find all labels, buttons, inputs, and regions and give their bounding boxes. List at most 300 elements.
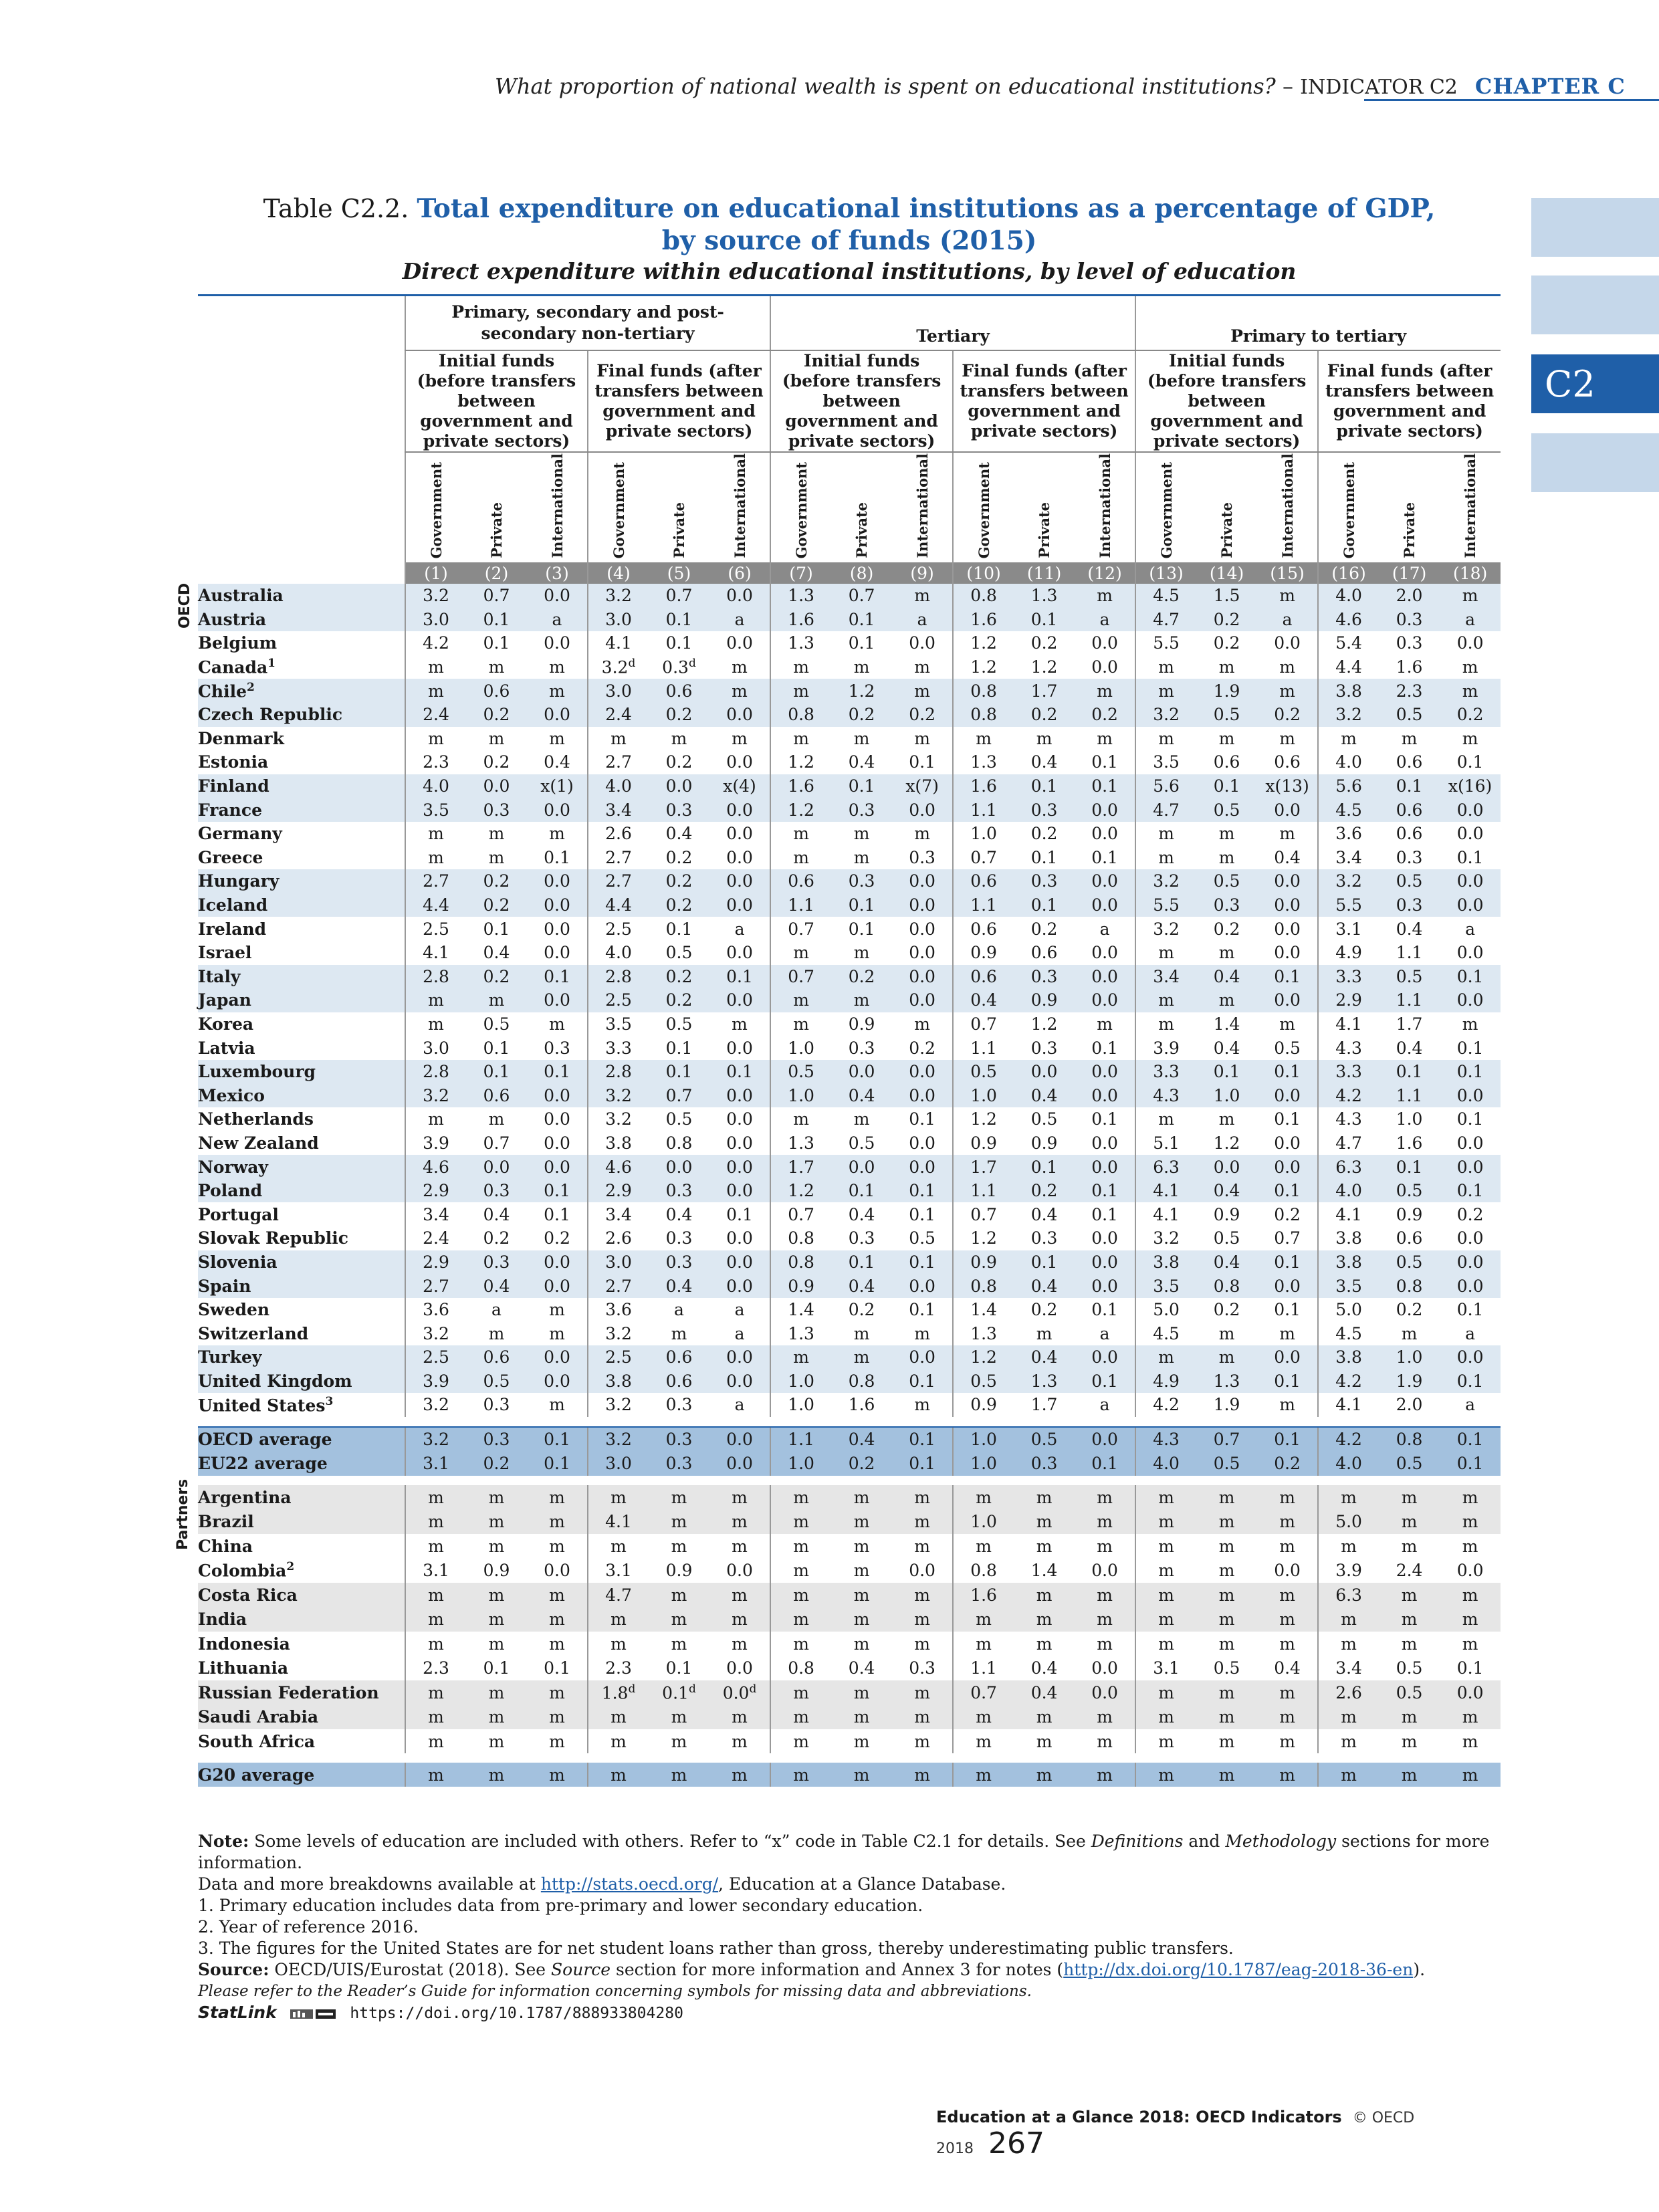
value-cell: m bbox=[1218, 1323, 1235, 1343]
value-cell: x(13) bbox=[1257, 774, 1318, 798]
value-cell: 0.2 bbox=[1396, 1300, 1423, 1320]
value-cell: m bbox=[1135, 679, 1196, 703]
country-name: Czech Republic bbox=[198, 705, 343, 725]
source-header-label: Private bbox=[671, 502, 687, 558]
value-cell: m bbox=[914, 1323, 930, 1343]
value-cell: 0.6 bbox=[953, 917, 1014, 941]
country-name-cell bbox=[198, 1274, 405, 1298]
data-text: , Education at a Glance Database. bbox=[718, 1874, 1006, 1894]
value-cell: m bbox=[770, 1607, 831, 1632]
value-cell: 1.0 bbox=[953, 1427, 1014, 1452]
value-cell: 0.0 bbox=[1075, 1250, 1135, 1275]
value-cell: 0.6 bbox=[466, 1083, 527, 1107]
country-name-cell bbox=[198, 1729, 405, 1754]
value-cell: 0.5 bbox=[1379, 1680, 1440, 1705]
value-cell: 0.3$^d$ bbox=[662, 657, 696, 677]
value-cell: m bbox=[1014, 1704, 1075, 1729]
country-name: Finland bbox=[198, 776, 269, 796]
value-cell: m bbox=[405, 1632, 466, 1656]
column-number: (13) bbox=[1135, 562, 1196, 584]
value-cell: 0.4 bbox=[953, 988, 1014, 1012]
source-header-label: Private bbox=[1036, 502, 1053, 558]
value-cell: m bbox=[1097, 728, 1113, 748]
value-cell: 0.0 bbox=[527, 893, 588, 917]
value-cell: 0.1 bbox=[831, 1179, 892, 1203]
value-cell: 4.7 bbox=[1135, 608, 1196, 632]
value-cell: 0.0 bbox=[726, 633, 753, 653]
value-cell: 0.1 bbox=[1440, 965, 1501, 989]
value-cell: 3.2 bbox=[588, 1427, 649, 1452]
value-cell: 0.5 bbox=[665, 943, 693, 963]
source-header-label: International bbox=[548, 453, 566, 558]
value-cell: m bbox=[953, 1704, 1014, 1729]
country-name-cell bbox=[198, 703, 405, 727]
value-cell: 1.3 bbox=[770, 1131, 831, 1155]
table-title-prefix: Table C2.2. bbox=[263, 194, 417, 223]
value-cell: 0.1 bbox=[1030, 847, 1058, 867]
value-cell: 0.0 bbox=[709, 988, 770, 1012]
value-cell: m bbox=[1218, 1634, 1235, 1654]
country-name: Korea bbox=[198, 1014, 254, 1034]
value-cell: 0.2 bbox=[1030, 1300, 1058, 1320]
value-cell: 0.5 bbox=[953, 1369, 1014, 1394]
value-cell: 1.1 bbox=[953, 1179, 1014, 1203]
value-cell: 5.5 bbox=[1135, 631, 1196, 655]
country-name-cell bbox=[198, 1534, 405, 1559]
country-name: Iceland bbox=[198, 895, 268, 915]
value-cell: m bbox=[671, 1731, 687, 1751]
value-cell: a bbox=[1440, 608, 1501, 632]
country-name-cell bbox=[198, 1680, 405, 1705]
oecd-country-row bbox=[198, 869, 1501, 893]
value-cell: m bbox=[853, 657, 870, 677]
source-header-label: International bbox=[731, 453, 748, 558]
value-cell: 0.7 bbox=[466, 584, 527, 608]
value-cell: 0.0 bbox=[1075, 869, 1135, 893]
value-cell: 0.1 bbox=[1075, 1179, 1135, 1203]
value-cell: m bbox=[488, 728, 505, 748]
value-cell: m bbox=[770, 941, 831, 965]
value-cell: 0.1 bbox=[1196, 1060, 1257, 1084]
value-cell: m bbox=[709, 1485, 770, 1510]
value-cell: 0.4 bbox=[1014, 1274, 1075, 1298]
stats-link[interactable]: http://stats.oecd.org/ bbox=[540, 1874, 719, 1894]
value-cell: 0.0 bbox=[1440, 1345, 1501, 1369]
source-header bbox=[1196, 452, 1257, 562]
value-cell: m bbox=[1279, 1731, 1295, 1751]
value-cell: 3.0 bbox=[405, 1036, 466, 1060]
value-cell: a bbox=[734, 1300, 745, 1320]
country-name: Saudi Arabia bbox=[198, 1707, 319, 1727]
value-cell: m bbox=[466, 1485, 527, 1510]
source-header bbox=[1075, 452, 1135, 562]
value-cell: m bbox=[1196, 1583, 1257, 1608]
value-cell: m bbox=[1279, 1323, 1295, 1343]
value-cell: 0.0 bbox=[726, 1228, 753, 1248]
value-cell: 0.1 bbox=[1091, 752, 1118, 772]
value-cell: m bbox=[1135, 1012, 1196, 1036]
value-cell: 0.5 bbox=[1030, 1109, 1058, 1129]
value-cell: m bbox=[892, 584, 953, 608]
value-cell: 0.1 bbox=[483, 633, 510, 653]
doi-link[interactable]: http://dx.doi.org/10.1787/eag-2018-36-en bbox=[1063, 1960, 1414, 1979]
value-cell: m bbox=[405, 1729, 466, 1754]
value-cell: 0.5 bbox=[665, 1014, 693, 1034]
value-cell: 4.7 bbox=[1135, 798, 1196, 822]
source-header bbox=[1440, 452, 1501, 562]
value-cell: m bbox=[405, 1607, 466, 1632]
value-cell: 0.0 bbox=[709, 703, 770, 727]
value-cell: 0.2 bbox=[831, 965, 892, 989]
value-cell: 0.0 bbox=[709, 1083, 770, 1107]
statlink-label: StatLink bbox=[198, 2003, 277, 2022]
country-name-cell bbox=[198, 1763, 405, 1787]
source-header-label: International bbox=[1279, 453, 1296, 558]
country-name-cell bbox=[198, 893, 405, 917]
value-cell: 0.0 bbox=[527, 1250, 588, 1275]
value-cell: 0.6 bbox=[649, 679, 709, 703]
value-cell: 0.2 bbox=[665, 752, 693, 772]
oecd-country-row bbox=[198, 584, 1501, 608]
value-cell: a bbox=[1099, 1323, 1110, 1343]
value-cell: 0.0 bbox=[466, 774, 527, 798]
value-cell: m bbox=[588, 1763, 649, 1787]
value-cell: 1.4 bbox=[770, 1298, 831, 1322]
value-cell: 3.2 bbox=[588, 1393, 649, 1417]
source-header-label: Government bbox=[610, 461, 627, 558]
value-cell: 1.2 bbox=[770, 798, 831, 822]
value-cell: 0.1 bbox=[892, 1250, 953, 1275]
value-cell: 4.4 bbox=[1318, 655, 1379, 679]
value-cell: 0.5 bbox=[848, 1133, 875, 1153]
value-cell: m bbox=[1075, 1607, 1135, 1632]
statlink-logo-icon bbox=[290, 2007, 337, 2021]
value-cell: 0.3 bbox=[831, 869, 892, 893]
source-header-label: Government bbox=[792, 461, 810, 558]
value-cell: 4.3 bbox=[1135, 1083, 1196, 1107]
value-cell: 0.0 bbox=[1440, 1680, 1501, 1705]
value-cell: 0.6 bbox=[1030, 943, 1058, 963]
value-cell: 1.0 bbox=[1196, 1083, 1257, 1107]
note-text: Some levels of education are included with others. Refer to “x” code in Table C2.1 for details. See bbox=[249, 1832, 1091, 1851]
value-cell: 2.8 bbox=[405, 1060, 466, 1084]
page-number: 267 bbox=[988, 2126, 1044, 2161]
source-label: Source: bbox=[198, 1960, 269, 1979]
value-cell: 0.0 bbox=[1257, 893, 1318, 917]
value-cell: 0.5 bbox=[1379, 1179, 1440, 1203]
value-cell: 0.0 bbox=[1440, 1083, 1501, 1107]
value-cell: 0.4 bbox=[831, 1427, 892, 1452]
value-cell: 2.4 bbox=[405, 1226, 466, 1250]
value-cell: 2.6 bbox=[588, 1226, 649, 1250]
country-name-cell bbox=[198, 1632, 405, 1656]
value-cell: 0.2 bbox=[466, 1452, 527, 1476]
footnote-2: 2. Year of reference 2016. bbox=[198, 1917, 419, 1937]
value-cell: 0.0 bbox=[709, 1155, 770, 1179]
value-cell: m bbox=[914, 1634, 930, 1654]
value-cell: m bbox=[1440, 1763, 1501, 1787]
value-cell: 3.4 bbox=[1135, 965, 1196, 989]
value-cell: 1.1 bbox=[1396, 943, 1423, 963]
source-header-label: Government bbox=[1340, 461, 1357, 558]
country-name: New Zealand bbox=[198, 1133, 319, 1153]
value-cell: 5.1 bbox=[1135, 1131, 1196, 1155]
value-cell: m bbox=[1075, 1704, 1135, 1729]
statlink-url[interactable]: https://doi.org/10.1787/888933804280 bbox=[350, 2005, 683, 2022]
value-cell: m bbox=[1196, 1345, 1257, 1369]
value-cell: 0.1 bbox=[466, 1060, 527, 1084]
value-cell: 0.0 bbox=[1440, 988, 1501, 1012]
value-cell: 0.0 bbox=[1456, 1133, 1484, 1153]
value-cell: 0.1 bbox=[1014, 1250, 1075, 1275]
value-cell: 0.3 bbox=[466, 1179, 527, 1203]
value-cell: 0.5 bbox=[1196, 703, 1257, 727]
oecd-country-row bbox=[198, 774, 1501, 798]
value-cell: m bbox=[853, 1109, 870, 1129]
value-cell: m bbox=[1462, 1634, 1478, 1654]
value-cell: 4.1 bbox=[1135, 1179, 1196, 1203]
note-text: sections for more information. bbox=[198, 1832, 1490, 1872]
country-name: G20 average bbox=[198, 1765, 315, 1785]
value-cell: 0.9 bbox=[1030, 1133, 1058, 1153]
country-name: Greece bbox=[198, 847, 263, 867]
value-cell: m bbox=[1135, 822, 1196, 846]
value-cell: 0.3 bbox=[1196, 893, 1257, 917]
country-name-cell bbox=[198, 1393, 405, 1417]
value-cell: 0.0 bbox=[909, 1133, 935, 1153]
value-cell: m bbox=[770, 1509, 831, 1534]
country-name-cell bbox=[198, 1250, 405, 1275]
value-cell: 0.3 bbox=[665, 1395, 693, 1415]
value-cell: m bbox=[405, 1763, 466, 1787]
value-cell: m bbox=[1401, 1323, 1418, 1343]
partner-country-row bbox=[198, 1607, 1501, 1632]
value-cell: 0.5 bbox=[1196, 869, 1257, 893]
value-cell: 1.3 bbox=[1014, 584, 1075, 608]
value-cell: m bbox=[671, 1536, 687, 1556]
source-header-label: Private bbox=[488, 502, 505, 558]
value-cell: 0.0 bbox=[892, 1155, 953, 1179]
country-name: Colombia bbox=[198, 1561, 287, 1581]
note-methodology: Methodology bbox=[1225, 1832, 1337, 1851]
value-cell: 1.2 bbox=[953, 1345, 1014, 1369]
value-cell: m bbox=[709, 1607, 770, 1632]
value-cell: m bbox=[1440, 1583, 1501, 1608]
value-cell: m bbox=[1401, 1731, 1418, 1751]
value-cell: 0.1 bbox=[831, 608, 892, 632]
value-cell: 0.2 bbox=[1257, 703, 1318, 727]
value-cell: 4.0 bbox=[405, 774, 466, 798]
source-header-label: International bbox=[1096, 453, 1113, 558]
source-header bbox=[649, 452, 709, 562]
value-cell: m bbox=[488, 657, 505, 677]
value-cell: 0.5 bbox=[1379, 1452, 1440, 1476]
value-cell: 0.0 bbox=[544, 943, 570, 963]
value-cell: m bbox=[1075, 1485, 1135, 1510]
value-cell: 0.9 bbox=[1396, 1204, 1423, 1224]
value-cell: 0.5 bbox=[1379, 703, 1440, 727]
country-name: Lithuania bbox=[198, 1658, 289, 1678]
value-cell: m bbox=[1440, 1485, 1501, 1510]
value-cell: m bbox=[1135, 727, 1196, 751]
value-cell: 5.0 bbox=[1318, 1509, 1379, 1534]
source-text: OECD/UIS/Eurostat (2018). See bbox=[269, 1960, 552, 1979]
value-cell: 0.0 bbox=[1075, 1083, 1135, 1107]
value-cell: m bbox=[953, 1534, 1014, 1559]
value-cell: 0.4 bbox=[1274, 1658, 1301, 1678]
readers-guide-note: Please refer to the Reader’s Guide for information concerning symbols for missing data and abbreviations. bbox=[198, 1983, 1032, 2000]
source-header-label: Private bbox=[853, 502, 871, 558]
value-cell: 0.6 bbox=[1396, 752, 1423, 772]
value-cell: 0.1 bbox=[1091, 1038, 1118, 1058]
value-cell: 0.3 bbox=[848, 1038, 875, 1058]
value-cell: m bbox=[1440, 1509, 1501, 1534]
value-cell: 0.4 bbox=[1030, 752, 1058, 772]
value-cell: 1.1 bbox=[770, 1427, 831, 1452]
value-cell: m bbox=[488, 1536, 505, 1556]
value-cell: 0.0 bbox=[892, 893, 953, 917]
value-cell: 1.4 bbox=[1030, 1561, 1058, 1581]
value-cell: 3.4 bbox=[405, 1202, 466, 1226]
oecd-country-row bbox=[198, 1321, 1501, 1345]
value-cell: 0.2 bbox=[649, 869, 709, 893]
value-cell: 3.0 bbox=[588, 1452, 649, 1476]
value-cell: m bbox=[1401, 1634, 1418, 1654]
value-cell: m bbox=[914, 1731, 930, 1751]
value-cell: 0.3 bbox=[466, 1250, 527, 1275]
value-cell: 0.0 bbox=[709, 1427, 770, 1452]
value-cell: x(1) bbox=[527, 774, 588, 798]
value-cell: 2.7 bbox=[405, 869, 466, 893]
value-cell: 0.3 bbox=[1379, 893, 1440, 917]
value-cell: 3.8 bbox=[1318, 679, 1379, 703]
value-cell: m bbox=[1318, 727, 1379, 751]
value-cell: 4.6 bbox=[588, 1155, 649, 1179]
partner-country-row bbox=[198, 1680, 1501, 1705]
value-cell: a bbox=[892, 608, 953, 632]
value-cell: 0.1 bbox=[1440, 1060, 1501, 1084]
value-cell: 3.2 bbox=[405, 1393, 466, 1417]
value-cell: 0.0 bbox=[726, 847, 753, 867]
source-header bbox=[1379, 452, 1440, 562]
value-cell: 0.3 bbox=[1030, 1038, 1058, 1058]
country-name-cell bbox=[198, 1583, 405, 1608]
country-name: Latvia bbox=[198, 1038, 255, 1058]
value-cell: 0.1 bbox=[544, 847, 570, 867]
value-cell: 2.7 bbox=[588, 846, 649, 870]
column-number: (7) bbox=[770, 562, 831, 584]
oecd-country-row bbox=[198, 1250, 1501, 1275]
value-cell: 0.0 bbox=[1075, 1427, 1135, 1452]
value-cell: m bbox=[831, 1583, 892, 1608]
country-name: Brazil bbox=[198, 1512, 254, 1532]
country-name: Israel bbox=[198, 943, 252, 963]
value-cell: 0.4 bbox=[848, 1658, 875, 1678]
column-number: (5) bbox=[649, 562, 709, 584]
value-cell: m bbox=[1075, 1763, 1135, 1787]
value-cell: m bbox=[1196, 1485, 1257, 1510]
value-cell: 3.2 bbox=[1135, 703, 1196, 727]
oecd-country-row bbox=[198, 1274, 1501, 1298]
country-name-cell bbox=[198, 679, 405, 703]
value-cell: 0.0 bbox=[527, 703, 588, 727]
value-cell: m bbox=[466, 1583, 527, 1608]
value-cell: 0.0 bbox=[1440, 798, 1501, 822]
value-cell: 0.0 bbox=[527, 584, 588, 608]
value-cell: 0.0 bbox=[1440, 869, 1501, 893]
value-cell: 3.1 bbox=[1318, 917, 1379, 941]
value-cell: 0.4 bbox=[1396, 1038, 1423, 1058]
value-cell: 1.4 bbox=[1213, 1014, 1240, 1034]
country-name: Australia bbox=[198, 586, 284, 606]
column-number: (1) bbox=[405, 562, 466, 584]
value-cell: 1.9 bbox=[1379, 1369, 1440, 1394]
value-cell: 0.4 bbox=[1196, 1250, 1257, 1275]
country-name-cell bbox=[198, 774, 405, 798]
value-cell: 0.9 bbox=[1213, 1204, 1240, 1224]
value-cell: m bbox=[1036, 1731, 1053, 1751]
value-cell: 0.6 bbox=[1396, 824, 1423, 844]
value-cell: m bbox=[953, 1763, 1014, 1787]
value-cell: 3.5 bbox=[405, 798, 466, 822]
source-header bbox=[405, 452, 466, 562]
source-header-label: International bbox=[913, 453, 931, 558]
value-cell: 1.6 bbox=[770, 774, 831, 798]
value-cell: 0.7 bbox=[953, 1012, 1014, 1036]
country-name-cell bbox=[198, 1321, 405, 1345]
value-cell: 0.4 bbox=[466, 1274, 527, 1298]
value-cell: 1.4 bbox=[953, 1298, 1014, 1322]
value-cell: 2.5 bbox=[588, 917, 649, 941]
value-cell: 0.1 bbox=[1456, 1658, 1484, 1678]
value-cell: 0.3 bbox=[649, 1179, 709, 1203]
running-head-question: What proportion of national wealth is spent on educational institutions? bbox=[495, 74, 1276, 99]
value-cell: 0.1 bbox=[1456, 752, 1484, 772]
fund-header-final: Final funds (after transfers between government and private sectors) bbox=[1318, 350, 1501, 452]
value-cell: 3.2 bbox=[1318, 703, 1379, 727]
value-cell: 0.9 bbox=[665, 1561, 693, 1581]
value-cell: m bbox=[1440, 1607, 1501, 1632]
value-cell: m bbox=[1218, 943, 1235, 963]
value-cell: 3.2 bbox=[405, 1083, 466, 1107]
value-cell: 2.9 bbox=[405, 1179, 466, 1203]
value-cell: m bbox=[588, 1729, 649, 1754]
value-cell: 3.2 bbox=[405, 1427, 466, 1452]
value-cell: 0.2 bbox=[466, 703, 527, 727]
value-cell: 0.5 bbox=[1379, 869, 1440, 893]
value-cell: a bbox=[709, 608, 770, 632]
value-cell: m bbox=[853, 1536, 870, 1556]
value-cell: m bbox=[770, 1680, 831, 1705]
value-cell: 3.5 bbox=[1135, 750, 1196, 774]
oecd-country-row bbox=[198, 1298, 1501, 1322]
side-tab-c2 bbox=[1531, 354, 1659, 413]
value-cell: 1.6 bbox=[1396, 657, 1423, 677]
value-cell: 2.9 bbox=[1318, 988, 1379, 1012]
oecd-country-row bbox=[198, 1155, 1501, 1179]
value-cell: m bbox=[1135, 1607, 1196, 1632]
value-cell: 0.5 bbox=[1196, 1452, 1257, 1476]
value-cell: 0.1 bbox=[1075, 774, 1135, 798]
value-cell: 0.2 bbox=[1075, 703, 1135, 727]
value-cell: m bbox=[1462, 1536, 1478, 1556]
value-cell: 0.5 bbox=[909, 1228, 935, 1248]
value-cell: m bbox=[914, 824, 930, 844]
value-cell: 0.7 bbox=[770, 917, 831, 941]
value-cell: m bbox=[549, 1323, 565, 1343]
value-cell: 3.9 bbox=[1135, 1036, 1196, 1060]
value-cell: 4.5 bbox=[1318, 798, 1379, 822]
